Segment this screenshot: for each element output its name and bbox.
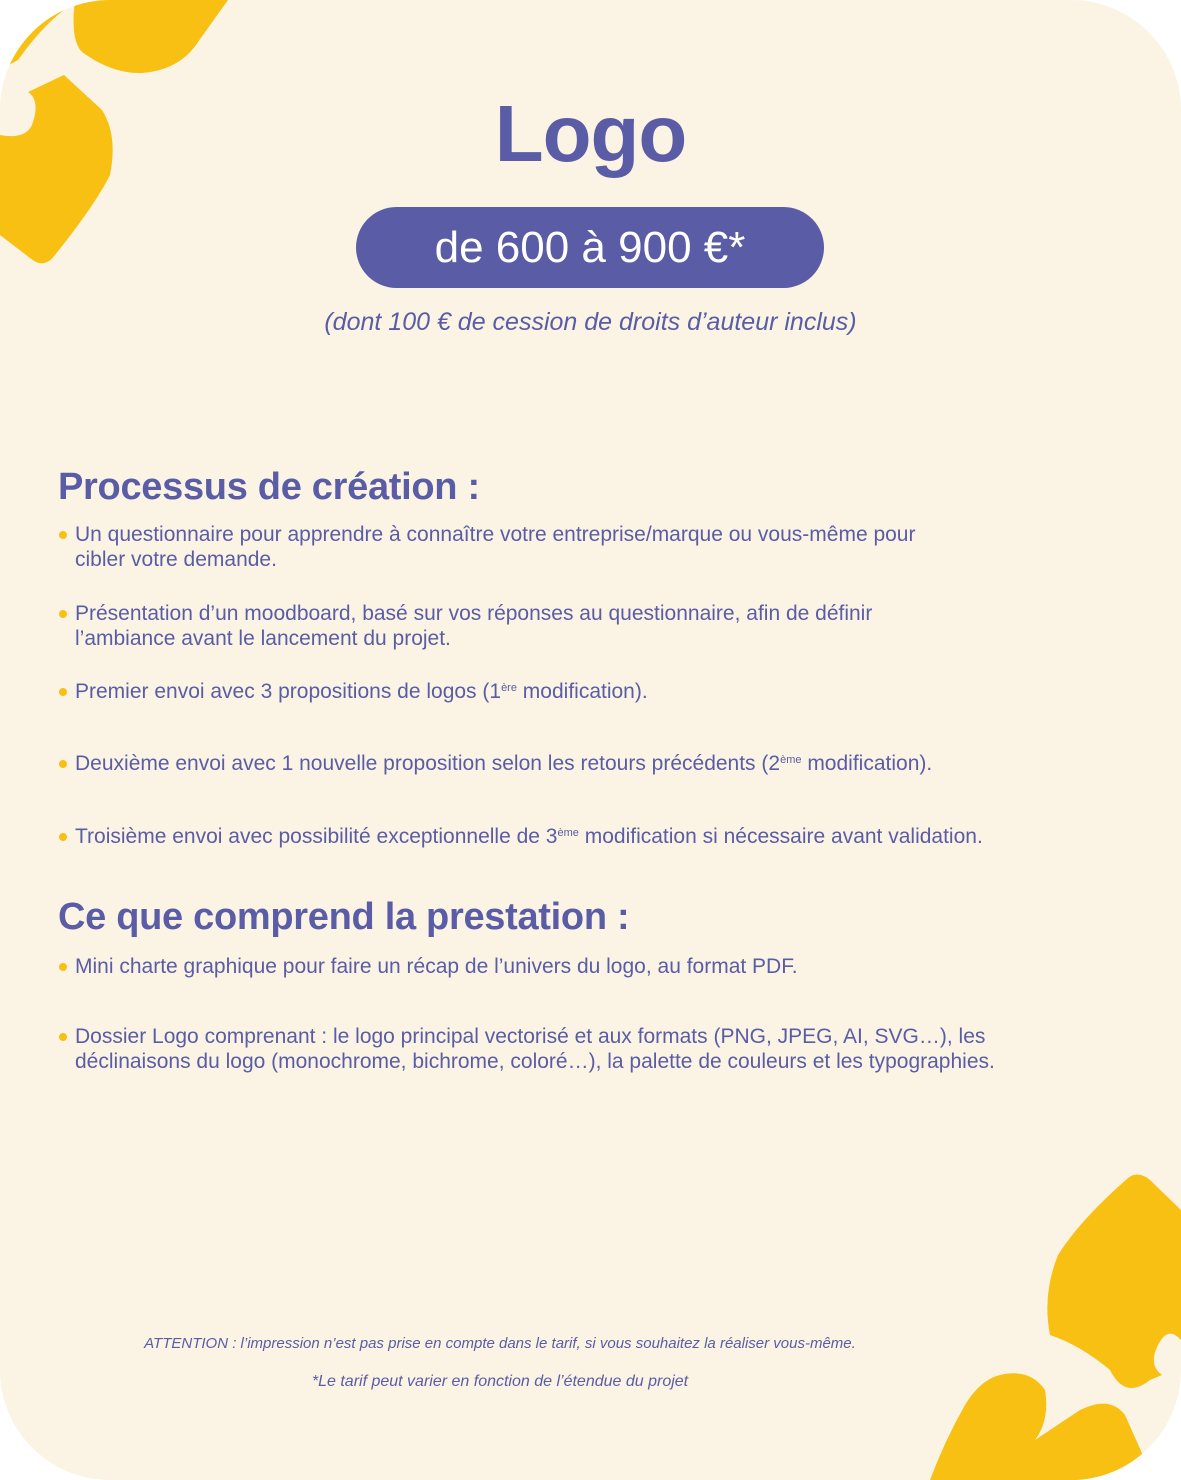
process-item [58,522,1138,572]
process-item-text-end: modification si nécessaire avant validation. [578,825,983,848]
price-note: (dont 100 € de cession de droits d’auteur inclus) [324,308,857,336]
process-item-text: Premier envoi avec 3 propositions de logos (1 [75,680,502,703]
footer-disclaimer: *Le tarif peut varier en fonction de l’étendue du projet [311,1373,689,1390]
process-item [58,824,1138,849]
superscript: ère [501,682,517,694]
bullet-icon [59,610,67,618]
bullet-icon [59,963,67,971]
superscript: ème [557,827,579,839]
process-item-text-2: cibler votre demande. [75,548,277,571]
footer-warning: ATTENTION : l’impression n’est pas prise en compte dans le tarif, si vous souhaitez la réaliser vous-même. [144,1335,856,1352]
bullet-icon [59,833,67,841]
page-title: Logo [494,89,687,178]
process-item-text: Présentation d’un moodboard, basé sur vos réponses au questionnaire, afin de définir [75,602,873,625]
includes-item-text: Mini charte graphique pour faire un récap de l’univers du logo, au format PDF. [75,955,798,978]
includes-item-text-2: déclinaisons du logo (monochrome, bichrome, coloré…), la palette de couleurs et les typographies. [75,1050,995,1073]
process-item-text-end: modification). [801,752,933,775]
process-item [58,751,1138,776]
includes-heading: Ce que comprend la prestation : [58,896,630,938]
decorative-leaf-bottom-right-icon [910,1170,1181,1480]
bullet-icon [59,531,67,539]
includes-item [58,1024,1173,1074]
bullet-icon [59,760,67,768]
process-item-text: Deuxième envoi avec 1 nouvelle proposition selon les retours précédents (2 [75,752,781,775]
process-item-text: Un questionnaire pour apprendre à connaître votre entreprise/marque ou vous-même pour [75,523,916,546]
bullet-icon [59,688,67,696]
bullet-icon [59,1033,67,1041]
process-item-text-end: modification). [516,680,648,703]
process-item [58,679,1138,704]
includes-item [58,954,1138,979]
includes-item-text: Dossier Logo comprenant : le logo principal vectorisé et aux formats (PNG, JPEG, AI, SVG…), les [75,1025,986,1048]
process-item-text-2: l’ambiance avant le lancement du projet. [75,627,451,650]
superscript: ème [780,754,802,766]
price-badge: de 600 à 900 €* [356,207,824,288]
process-heading: Processus de création : [58,466,480,508]
process-item [58,601,1138,651]
process-item-text: Troisième envoi avec possibilité exceptionnelle de 3 [75,825,558,848]
